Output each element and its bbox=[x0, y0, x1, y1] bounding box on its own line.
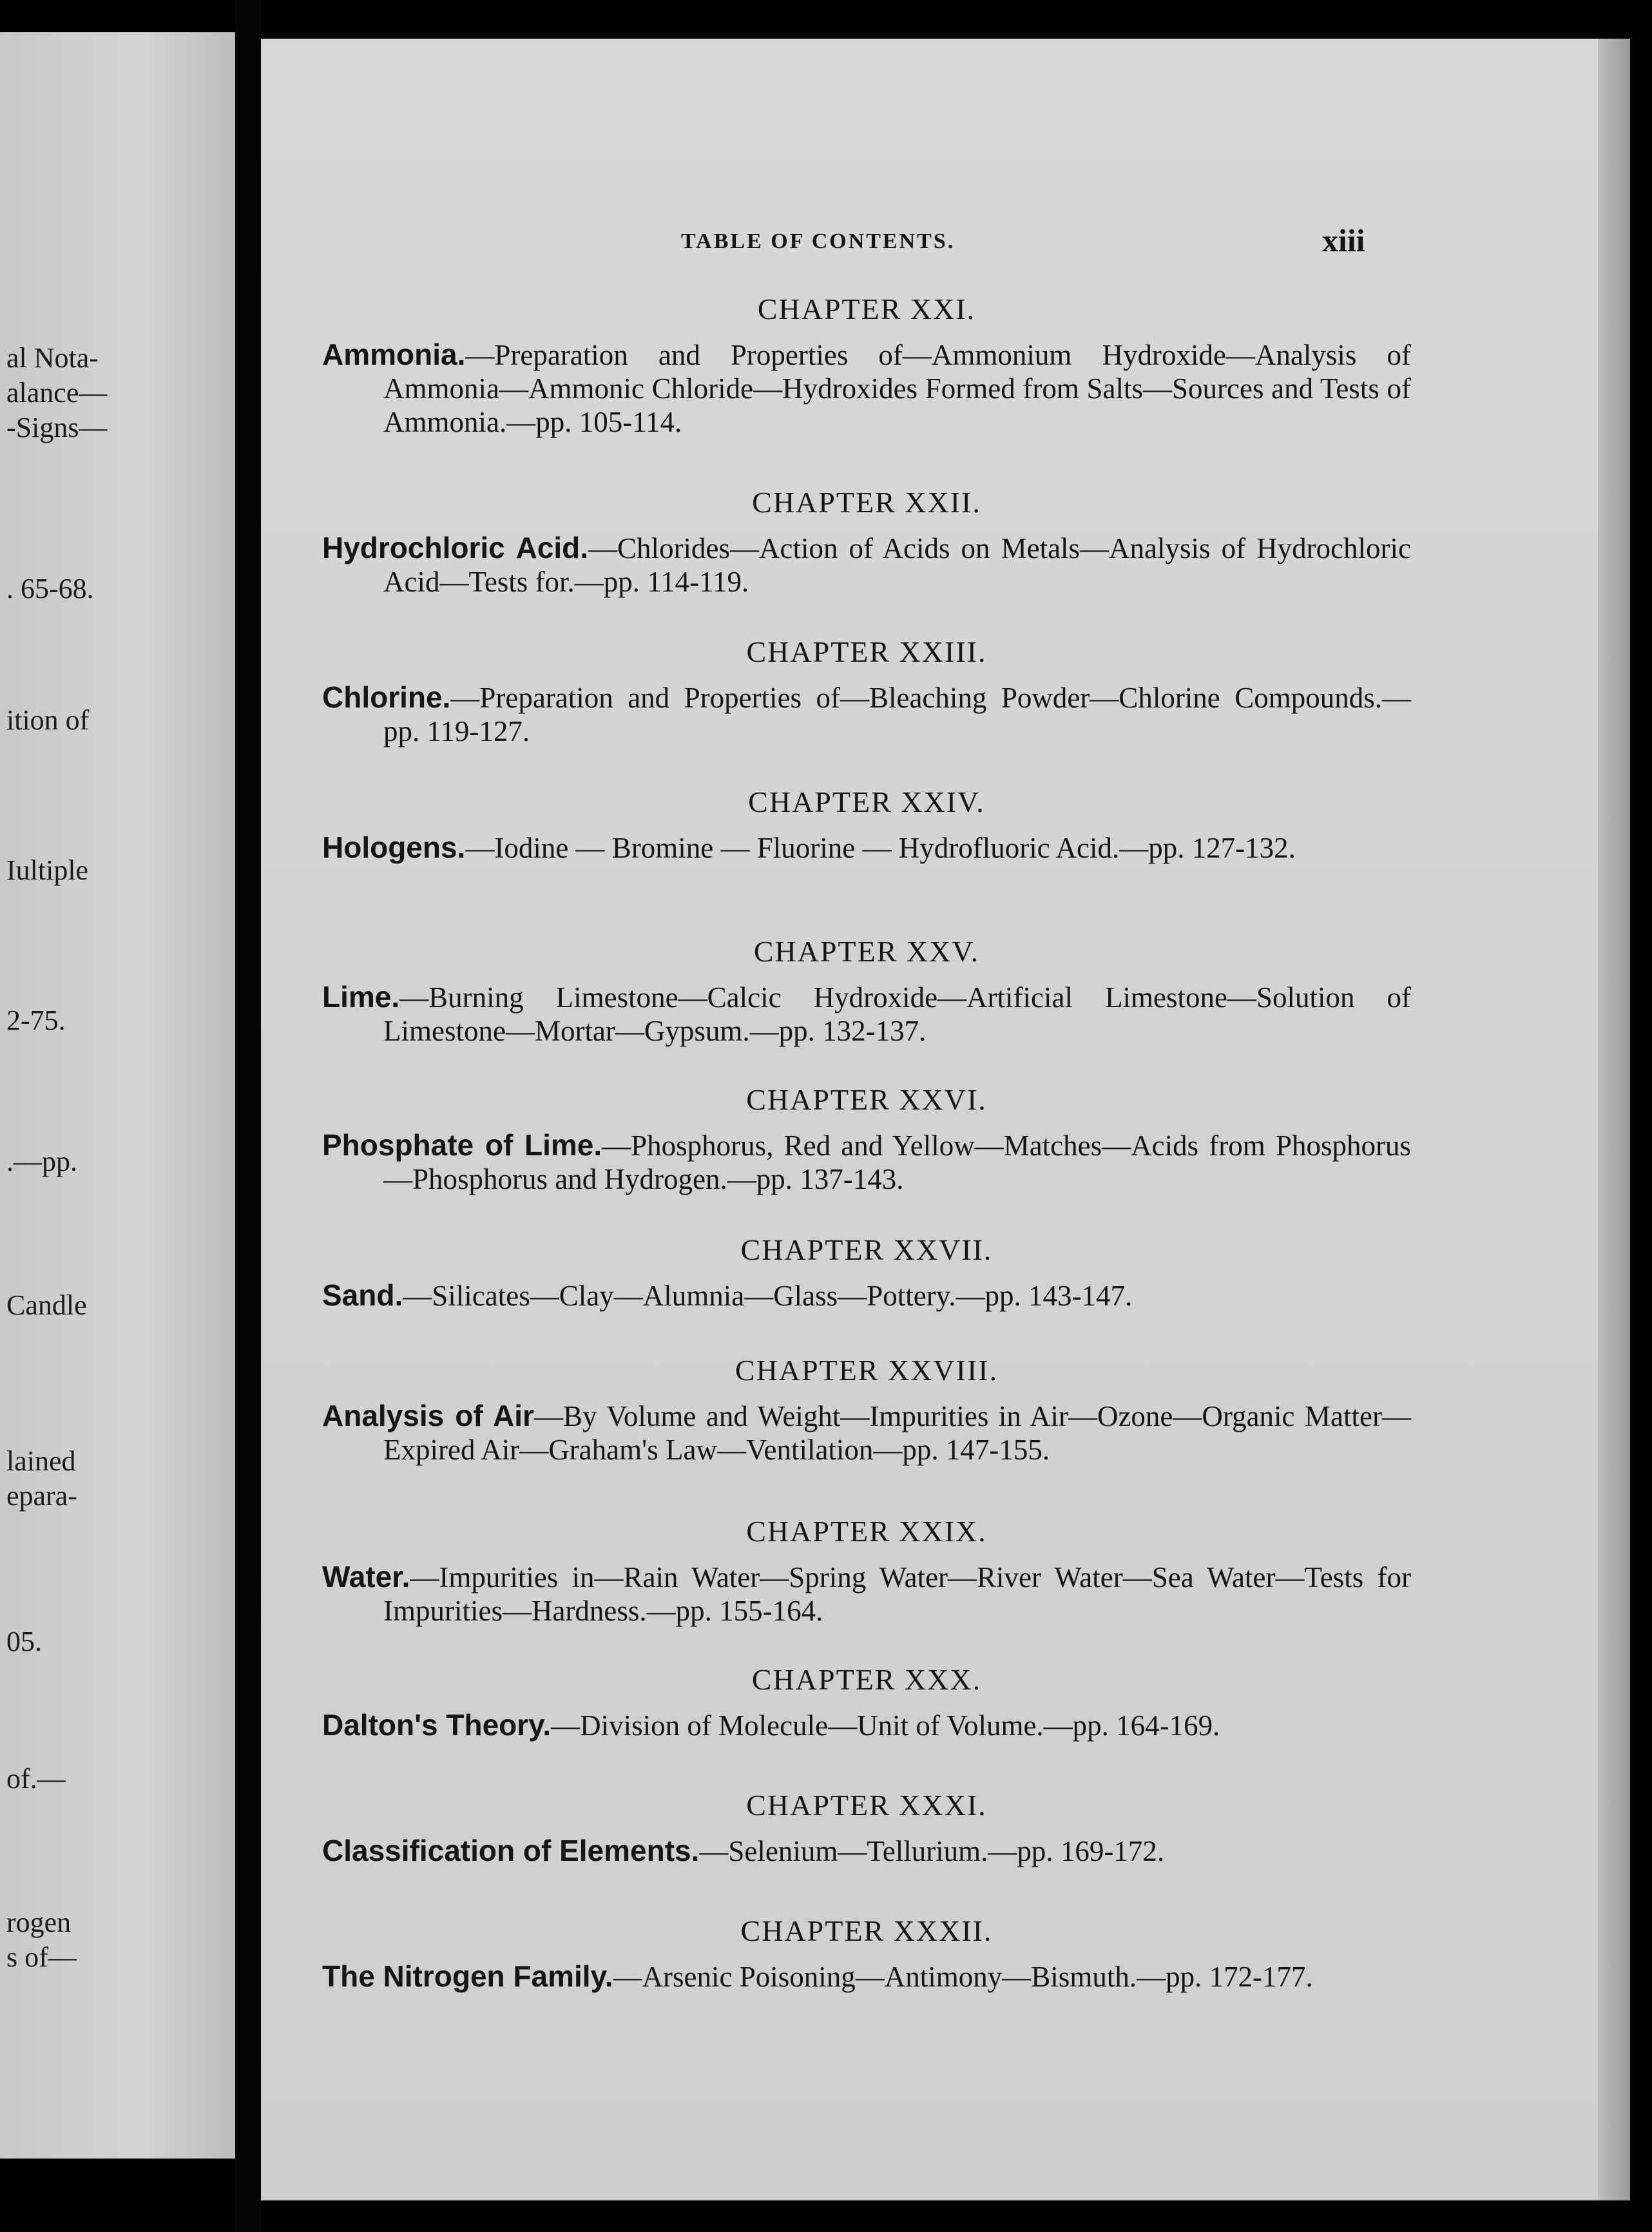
chapter-description bbox=[322, 531, 1411, 599]
left-page-fragment: epara- bbox=[6, 1480, 77, 1512]
chapter-topics: —Silicates—Clay—Alumnia—Glass—Pottery.—pp. 143-147. bbox=[403, 1280, 1133, 1312]
contents-page bbox=[261, 39, 1630, 2200]
left-page-fragment: of.— bbox=[6, 1763, 66, 1794]
left-page-fragment: Iultiple bbox=[6, 854, 89, 886]
chapter-subject: Classification of Elements. bbox=[322, 1834, 700, 1867]
chapter-subject: Chlorine. bbox=[322, 680, 451, 714]
chapter-heading: CHAPTER XXII. bbox=[752, 486, 981, 519]
chapter-subject: Phosphate of Lime. bbox=[322, 1128, 602, 1162]
left-page-fragment: al Nota- bbox=[6, 342, 99, 374]
chapter-heading: CHAPTER XXIV. bbox=[748, 785, 985, 818]
chapter-subject: Water. bbox=[322, 1560, 410, 1593]
chapter-subject: Analysis of Air bbox=[322, 1399, 534, 1432]
chapter-entry bbox=[322, 1082, 1411, 1196]
chapter-subject: Lime. bbox=[322, 980, 400, 1014]
chapter-entry bbox=[322, 1233, 1411, 1313]
chapter-topics: —Burning Limestone—Calcic Hydroxide—Artificial Limestone—Solution of Limestone—Mortar—Gypsum.—pp. 132-137. bbox=[383, 981, 1411, 1047]
chapter-topics: —Phosphorus, Red and Yellow—Matches—Acids from Phosphorus—Phosphorus and Hydrogen.—pp. 137-143. bbox=[383, 1130, 1411, 1195]
chapter-description bbox=[322, 1399, 1411, 1467]
chapter-description bbox=[322, 1278, 1411, 1313]
left-page-fragment: Candle bbox=[6, 1289, 87, 1321]
chapter-entry bbox=[322, 1514, 1411, 1628]
chapter-heading: CHAPTER XXI. bbox=[757, 293, 976, 325]
chapter-heading: CHAPTER XXIX. bbox=[746, 1515, 987, 1548]
chapter-description bbox=[322, 1128, 1411, 1196]
chapter-entry bbox=[322, 485, 1411, 599]
chapter-entry bbox=[322, 292, 1411, 439]
chapter-entry bbox=[322, 635, 1411, 748]
left-page-fragment: lained bbox=[6, 1445, 76, 1477]
chapter-topics: —Chlorides—Action of Acids on Metals—Analysis of Hydrochloric Acid—Tests for.—pp. 114-119. bbox=[383, 532, 1412, 598]
chapter-subject: Dalton's Theory. bbox=[322, 1708, 552, 1742]
chapter-description bbox=[322, 980, 1411, 1048]
chapter-heading: CHAPTER XXXI. bbox=[746, 1789, 987, 1822]
chapter-description bbox=[322, 1834, 1411, 1868]
chapter-entry bbox=[322, 1353, 1411, 1467]
left-page-fragment: ition of bbox=[6, 704, 90, 736]
chapter-entry bbox=[322, 785, 1411, 865]
left-page-fragment: 2-75. bbox=[6, 1005, 66, 1036]
chapter-entry bbox=[322, 1788, 1411, 1868]
chapter-subject: The Nitrogen Family. bbox=[322, 1959, 613, 1993]
chapter-description bbox=[322, 680, 1411, 748]
chapter-heading: CHAPTER XXVII. bbox=[740, 1233, 993, 1266]
chapter-subject: Ammonia. bbox=[322, 338, 466, 371]
chapter-description bbox=[322, 1708, 1411, 1742]
page-edge bbox=[1598, 39, 1630, 2200]
chapter-heading: CHAPTER XXVIII. bbox=[735, 1354, 999, 1387]
chapter-heading: CHAPTER XXVI. bbox=[746, 1083, 987, 1116]
chapter-topics: —Arsenic Poisoning—Antimony—Bismuth.—pp. 172-177. bbox=[613, 1961, 1313, 1993]
header-title: TABLE OF CONTENTS. bbox=[681, 229, 956, 253]
left-page-fragment: -Signs— bbox=[6, 412, 108, 443]
chapter-topics: —Division of Molecule—Unit of Volume.—pp. 164-169. bbox=[551, 1709, 1220, 1742]
chapter-topics: —By Volume and Weight—Impurities in Air—Ozone—Organic Matter—Expired Air—Graham's Law—Ventilation—pp. 147-155. bbox=[383, 1400, 1411, 1466]
chapter-heading: CHAPTER XXIII. bbox=[746, 635, 987, 668]
chapter-entry bbox=[322, 934, 1411, 1048]
left-page-fragment: .—pp. bbox=[6, 1146, 77, 1177]
chapter-entry bbox=[322, 1662, 1411, 1742]
chapter-topics: —Iodine — Bromine — Fluorine — Hydrofluoric Acid.—pp. 127-132. bbox=[465, 832, 1296, 864]
chapter-description bbox=[322, 338, 1411, 439]
chapter-topics: —Preparation and Properties of—Bleaching Powder—Chlorine Compounds.—pp. 119-127. bbox=[383, 682, 1411, 747]
book-gutter bbox=[235, 0, 261, 2232]
page-number: xiii bbox=[1322, 222, 1365, 258]
chapter-subject: Sand. bbox=[322, 1278, 403, 1312]
chapter-description bbox=[322, 1959, 1411, 1994]
chapter-entry bbox=[322, 1914, 1411, 1994]
left-page-fragment: alance— bbox=[6, 377, 108, 409]
left-page-fragment: 05. bbox=[6, 1626, 42, 1657]
running-header bbox=[261, 222, 1630, 268]
left-page-fragment: rogen bbox=[6, 1907, 72, 1938]
chapter-heading: CHAPTER XXXII. bbox=[740, 1914, 993, 1947]
chapter-heading: CHAPTER XXX. bbox=[751, 1663, 982, 1696]
chapter-topics: —Selenium—Tellurium.—pp. 169-172. bbox=[699, 1835, 1165, 1867]
chapter-topics: —Preparation and Properties of—Ammonium Hydroxide—Analysis of Ammonia—Ammonic Chloride—Hydroxides Formed from Salts—Sources and Tests of Ammonia.—pp. 105-114. bbox=[383, 339, 1411, 438]
left-page-fragment: . 65-68. bbox=[6, 573, 94, 604]
chapter-heading: CHAPTER XXV. bbox=[753, 935, 980, 968]
chapter-description bbox=[322, 1560, 1411, 1628]
chapter-subject: Hydrochloric Acid. bbox=[322, 531, 589, 564]
chapter-description bbox=[322, 831, 1411, 865]
left-page-fragment: s of— bbox=[6, 1941, 77, 1973]
chapter-topics: —Impurities in—Rain Water—Spring Water—River Water—Sea Water—Tests for Impurities—Hardness.—pp. 155-164. bbox=[383, 1561, 1411, 1627]
left-page bbox=[0, 32, 235, 2159]
chapter-subject: Hologens. bbox=[322, 831, 466, 864]
